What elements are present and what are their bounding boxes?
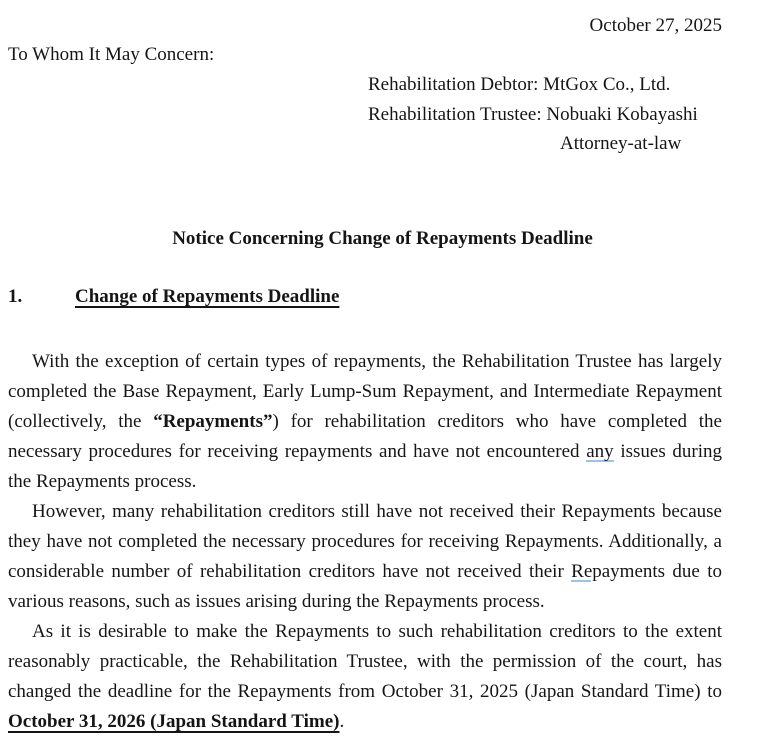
rehabilitation-debtor-line: Rehabilitation Debtor: MtGox Co., Ltd. bbox=[368, 74, 671, 95]
paragraph-3 bbox=[8, 617, 722, 737]
grammar-marked-word-repayments: Repayments bbox=[571, 561, 666, 582]
new-deadline-emphasis: October 31, 2026 (Japan Standard Time) bbox=[8, 711, 340, 732]
paragraph-2-text: due to various reasons, such as issues arising during the Repayments process. bbox=[8, 561, 722, 612]
salutation: To Whom It May Concern: bbox=[8, 44, 215, 65]
rehabilitation-trustee-line: Rehabilitation Trustee: Nobuaki Kobayashi bbox=[368, 104, 698, 125]
paragraph-2-text: However, many rehabilitation creditors still have not received their Repayments because they have not completed the necessary procedures for receiving Repayments. Additionally, a considerable number of rehabilitation creditors have not received their bbox=[8, 501, 722, 582]
section-heading-row bbox=[8, 282, 339, 312]
trustee-title-line: Attorney-at-law bbox=[560, 133, 682, 154]
paragraph-3-text: As it is desirable to make the Repayments to such rehabilitation creditors to the extent reasonably practicable, the Rehabilitation Trustee, with the permission of the court, has changed the deadline for the Repayments from October 31, 2025 (Japan Standard Time) to bbox=[8, 621, 722, 702]
grammar-marked-word-any: any bbox=[586, 441, 614, 462]
document-date: October 27, 2025 bbox=[589, 15, 722, 36]
paragraph-3-text: . bbox=[339, 711, 345, 732]
document-body bbox=[8, 347, 722, 737]
repayments-bold-term: “Repayments” bbox=[153, 411, 273, 432]
paragraph-1-text: issues during the Repayments process. bbox=[8, 441, 723, 492]
paragraph-1-text: ) for rehabilitation creditors who have completed the necessary procedures for receiving repayments and have not encountered bbox=[8, 411, 722, 462]
paragraph-2 bbox=[8, 497, 722, 617]
section-heading: Change of Repayments Deadline bbox=[75, 286, 340, 307]
section-number: 1. bbox=[8, 286, 23, 307]
document-title: Notice Concerning Change of Repayments Deadline bbox=[172, 228, 593, 249]
paragraph-1 bbox=[8, 347, 722, 497]
paragraph-1-text: With the exception of certain types of repayments, the Rehabilitation Trustee has largely completed the Base Repayment, Early Lump-Sum Repayment, and Intermediate Repayment (collectively, the bbox=[8, 351, 722, 432]
